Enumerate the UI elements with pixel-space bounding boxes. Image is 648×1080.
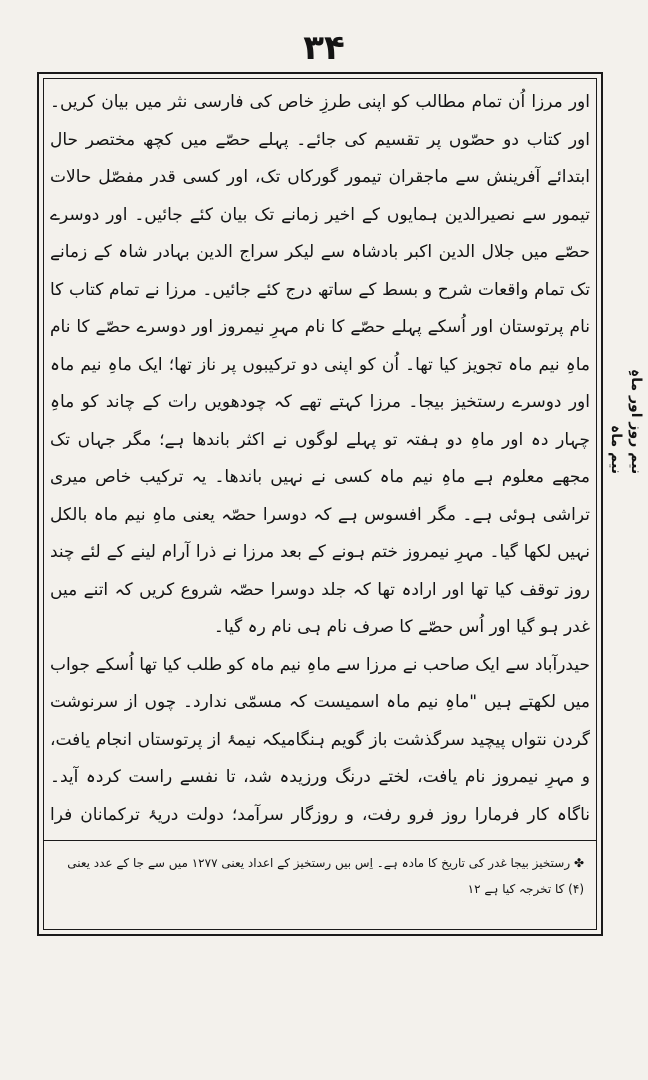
margin-note: نیم روز اور ماہِ نیم ماہ <box>608 368 644 474</box>
body-text <box>50 84 590 824</box>
page-number: ۳۴ <box>303 28 345 68</box>
footnote: ✤ رستخیز بیجا غدر کی تاریخ کا مادہ ہے۔ اِس بیں رستخیز کے اعداد یعنی ۱۲۷۷ میں سے جا کے عدد یعنی (۴) کا تخرجہ کیا ہے ۱۲ <box>67 856 584 896</box>
paragraph-1: اور مرزا اُن تمام مطالب کو اپنی طرزِ خاص کی فارسی نثر میں بیان کریں۔ اور کتاب دو حصّوں پر تقسیم کی جائے۔ پہلے حصّے میں کچھ مختصر حال ابتدائے آفرینش سے ماجقران تیمور گورکاں تک، اور کسی قدر مفصّل حالات تیمور سے نصیرالدین ہمایوں کے اخیر زمانے تک بیان کئے جائیں۔ اور دوسرے حصّے میں جلال الدین اکبر بادشاہ سے لیکر سراج الدین بہادر شاہ کے زمانے تک تمام واقعات شرح و بسط کے ساتھ درج کئے جائیں۔ مرزا نے تمام کتاب کا نام پرتوستان اور اُسکے پہلے حصّے کا نام مہرِ نیمروز اور دوسرے حصّے کا نام ماہِ نیم ماہ تجویز کیا تھا۔ اُن کو اپنی دو ترکیبوں پر ناز تھا؛ ایک ماہِ نیم ماہ اور دوسرے رستخیز بیجا۔ مرزا کہتے تھے کہ چودھویں رات کے چاند کو ماہِ چہار دہ اور ماہِ دو ہفتہ تو پہلے لوگوں نے اکثر باندھا ہے؛ مگر جہاں تک مجھے معلوم ہے ماہِ نیم ماہ کسی نے نہیں باندھا۔ یہ ترکیب خاص میری تراشی ہوئی ہے۔ مگر افسوس ہے کہ دوسرا حصّہ یعنی ماہِ نیم ماہ بالکل نہیں لکھا گیا۔ مہرِ نیمروز ختم ہونے کے بعد مرزا نے ذرا آرام لینے کے لئے چند روز توقف کیا تھا اور ارادہ تھا کہ جلد دوسرا حصّہ شروع کریں کہ اتنے میں غدر ہو گیا اور اُس حصّے کا صرف نام ہی نام رہ گیا۔ <box>50 92 590 637</box>
paragraph-2: حیدرآباد سے ایک صاحب نے مرزا سے ماہِ نیم ماہ کو طلب کیا تھا اُسکے جواب میں لکھتے ہیں "ماہِ نیم ماہ اسمیست کہ مسمّی ندارد۔ چوں از سرنوشت گردن نتواں پیچید سرگذشت باز گویم ہنگامیکہ نیمۂ از پرتوستاں انجام یافت، و مہرِ نیمروز نام یافت، لختے درنگ ورزیدہ شد، تا نفسے راست کردہ آید۔ ناگاہ کار فرمارا روز فرو رفت، و روزگار سرآمد؛ دولت دریۂ ترکمانان فرا <box>50 654 590 824</box>
footnote-divider <box>44 840 596 841</box>
